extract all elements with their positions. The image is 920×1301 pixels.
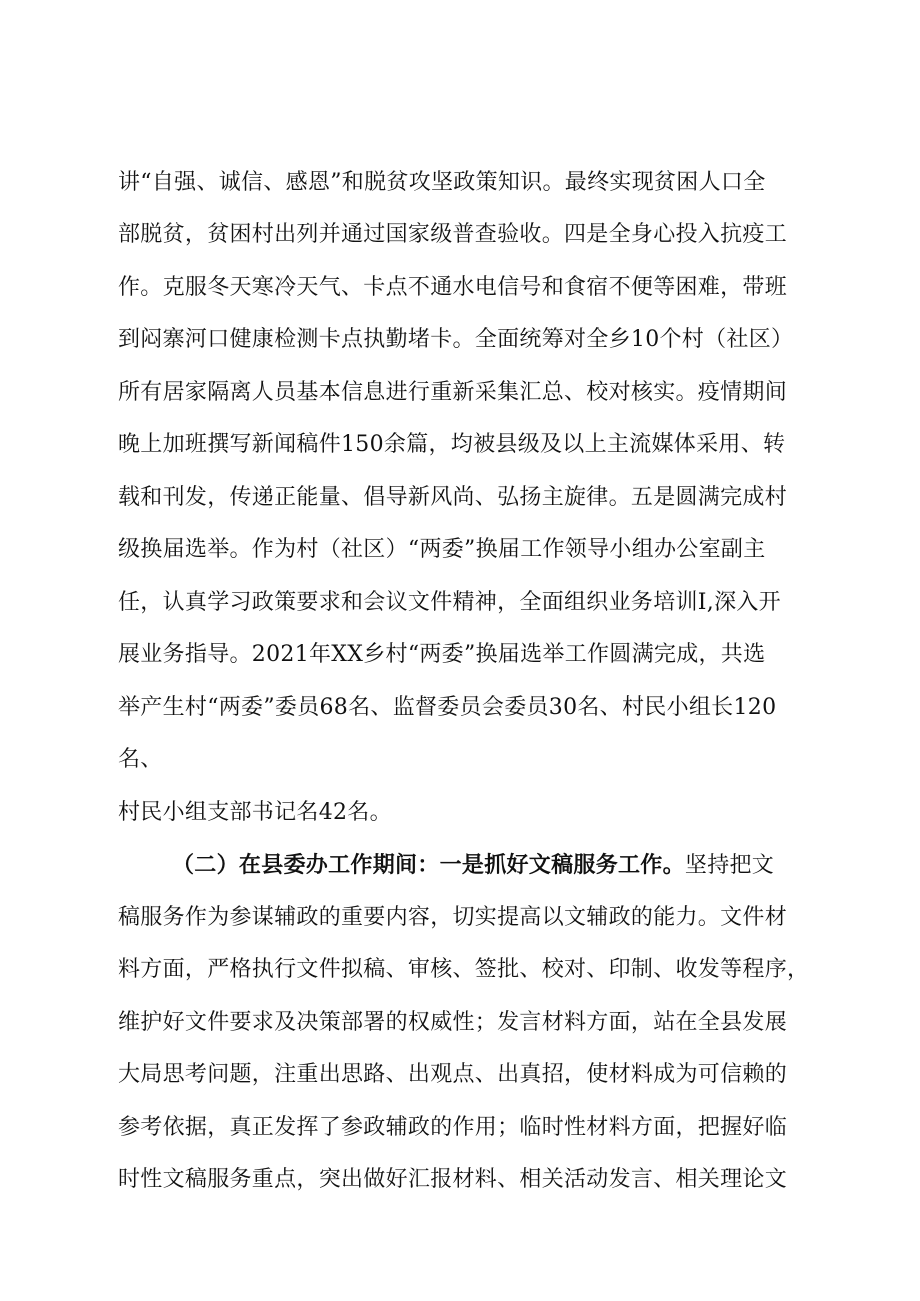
- body-line: 讲“自强、诚信、感恩”和脱贫攻坚政策知识。最终实现贫困人口全: [118, 170, 766, 195]
- body-line: 大局思考问题，注重出思路、出观点、出真招，使材料成为可信赖的: [118, 1062, 788, 1087]
- body-line: 作。克服冬天寒冷天气、卡点不通水电信号和食宿不便等困难，带班: [118, 275, 788, 300]
- body-line: 时性文稿服务重点，突出做好汇报材料、相关活动发言、相关理论文: [118, 1167, 788, 1192]
- body-line: 所有居家隔离人员基本信息进行重新采集汇总、校对核实。疫情期间: [118, 380, 788, 405]
- section-2-heading: （二）在县委办工作期间：一是抓好文稿服务工作。: [172, 852, 685, 878]
- section-2-first-line: [172, 850, 818, 880]
- body-line: 参考依据，真正发挥了参政辅政的作用；临时性材料方面，把握好临: [118, 1115, 788, 1140]
- section-2-first-text: 坚持把文: [684, 853, 775, 878]
- body-line: 料方面，严格执行文件拟稿、审核、签批、校对、印制、收发等程序，: [118, 957, 810, 982]
- body-line: 举产生村“两委”委员68名、监督委员会委员30名、村民小组长120: [118, 695, 777, 720]
- body-line: 村民小组支部书记名42名。: [118, 800, 392, 825]
- body-line: 级换届选举。作为村（社区）“两委”换届工作领导小组办公室副主: [118, 537, 766, 562]
- body-line: 部脱贫，贫困村出列并通过国家级普查验收。四是全身心投入抗疫工: [118, 222, 788, 247]
- body-line: 任，认真学习政策要求和会议文件精神，全面组织业务培训Ⅰ,深入开: [118, 590, 781, 615]
- body-line: 名、: [118, 747, 163, 772]
- body-line: 到闷寨河口健康检测卡点执勤堵卡。全面统筹对全乡10个村（社区）: [118, 327, 794, 352]
- body-line: 稿服务作为参谋辅政的重要内容，切实提高以文辅政的能力。文件材: [118, 905, 788, 930]
- body-line: 展业务指导。2021年XX乡村“两委”换届选举工作圆满完成，共选: [118, 642, 766, 667]
- body-line: 维护好文件要求及决策部署的权威性；发言材料方面，站在全县发展: [118, 1010, 788, 1035]
- body-line: 载和刊发，传递正能量、倡导新风尚、弘扬主旋律。五是圆满完成村: [118, 485, 788, 510]
- body-line: 晚上加班撰写新闻稿件150余篇，均被县级及以上主流媒体采用、转: [118, 432, 786, 457]
